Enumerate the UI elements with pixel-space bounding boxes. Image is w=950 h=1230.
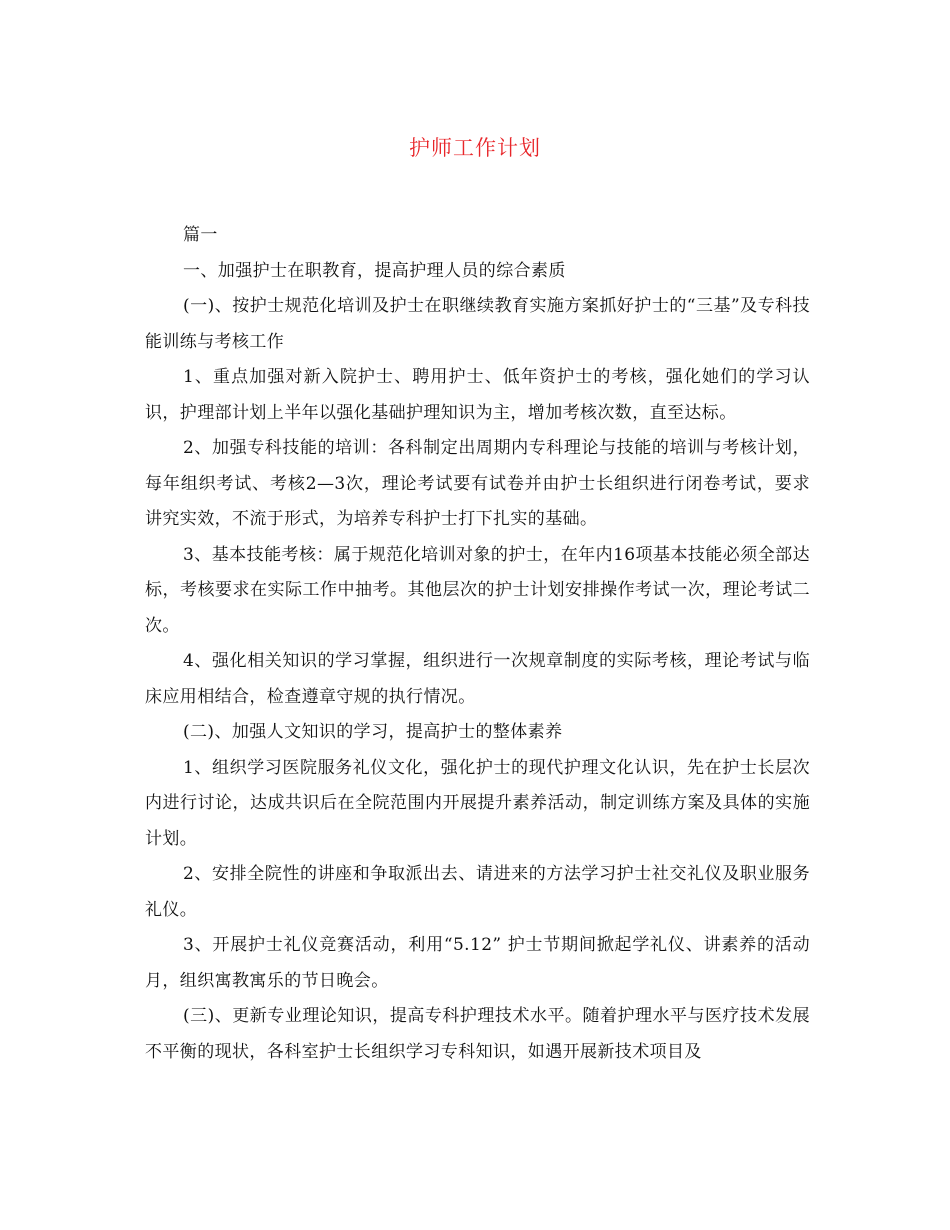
paragraph: 2、安排全院性的讲座和争取派出去、请进来的方法学习护士社交礼仪及职业服务礼仪。 xyxy=(145,864,810,920)
heading-1: 一、加强护士在职教育，提高护理人员的综合素质 xyxy=(183,260,566,281)
subheading-1: (一)、按护士规范化培训及护士在职继续教育实施方案抓好护士的“三基”及专科技能训练与考核工作 xyxy=(145,296,810,352)
paragraph: 1、组织学习医院服务礼仪文化，强化护士的现代护理文化认识，先在护士长层次内进行讨论，达成共识后在全院范围内开展提升素养活动，制定训练方案及具体的实施计划。 xyxy=(145,757,810,849)
paragraph: 2、加强专科技能的培训：各科制定出周期内专科理论与技能的培训与考核计划，每年组织考试、考核2—3次，理论考试要有试卷并由护士长组织进行闭卷考试，要求讲究实效，不流于形式，为培养专科护士打下扎实的基础。 xyxy=(145,438,810,529)
paragraph: 3、基本技能考核：属于规范化培训对象的护士，在年内16项基本技能必须全部达标，考核要求在实际工作中抽考。其他层次的护士计划安排操作考试一次，理论考试二次。 xyxy=(145,544,810,636)
subheading-3: (三)、更新专业理论知识，提高专科护理技术水平。随着护理水平与医疗技术发展不平衡的现状，各科室护士长组织学习专科知识，如遇开展新技术项目及 xyxy=(145,1006,810,1062)
document-body xyxy=(145,218,810,1070)
paragraph: 1、重点加强对新入院护士、聘用护士、低年资护士的考核，强化她们的学习认识，护理部计划上半年以强化基础护理知识为主，增加考核次数，直至达标。 xyxy=(145,367,810,423)
paragraph: 4、强化相关知识的学习掌握，组织进行一次规章制度的实际考核，理论考试与临床应用相结合，检查遵章守规的执行情况。 xyxy=(145,651,810,707)
subheading-2: (二)、加强人文知识的学习，提高护士的整体素养 xyxy=(183,722,563,742)
document-title: 护师工作计划 xyxy=(409,136,541,160)
section-label: 篇一 xyxy=(183,225,218,245)
paragraph: 3、开展护士礼仪竞赛活动，利用“5.12” 护士节期间掀起学礼仪、讲素养的活动月，组织寓教寓乐的节日晚会。 xyxy=(145,935,810,991)
